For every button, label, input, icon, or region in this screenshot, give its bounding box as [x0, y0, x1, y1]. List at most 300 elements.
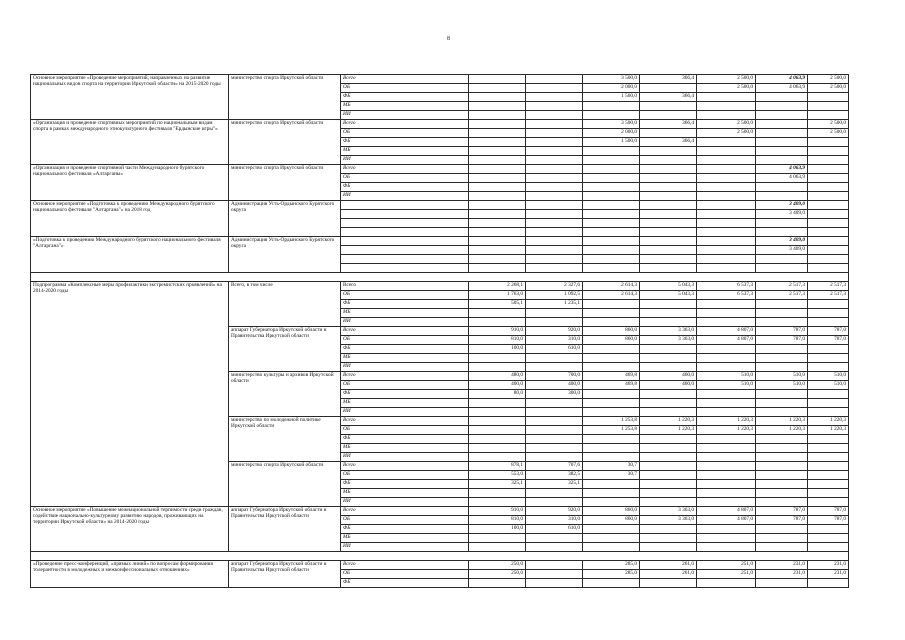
value-cell: [526, 102, 583, 111]
value-cell: 505,1: [469, 300, 526, 309]
value-cell: 469,8: [583, 381, 640, 390]
value-cell: 400,0: [526, 381, 583, 390]
value-cell: 366,4: [640, 138, 697, 147]
funding-source: ФБ: [341, 300, 469, 309]
value-cell: [640, 255, 697, 264]
value-cell: [640, 102, 697, 111]
value-cell: [640, 210, 697, 219]
value-cell: [526, 444, 583, 453]
value-cell: [469, 399, 526, 408]
value-cell: [697, 246, 756, 255]
value-cell: [469, 129, 526, 138]
value-cell: [469, 120, 526, 129]
value-cell: [756, 156, 808, 165]
value-cell: [697, 408, 756, 417]
value-cell: [808, 138, 849, 147]
value-cell: 80,0: [469, 390, 526, 399]
value-cell: [640, 192, 697, 201]
value-cell: [756, 264, 808, 273]
value-cell: [697, 300, 756, 309]
value-cell: [640, 471, 697, 480]
value-cell: 3 500,0: [583, 75, 640, 84]
funding-source: МБ: [341, 354, 469, 363]
value-cell: [756, 390, 808, 399]
funding-source: МБ: [341, 444, 469, 453]
value-cell: [583, 300, 640, 309]
value-cell: [469, 534, 526, 543]
value-cell: [526, 201, 583, 210]
value-cell: 3 409,0: [756, 237, 808, 246]
value-cell: [469, 138, 526, 147]
value-cell: [697, 102, 756, 111]
value-cell: [640, 219, 697, 228]
value-cell: [526, 579, 583, 588]
funding-source: ОБ: [341, 471, 469, 480]
value-cell: [756, 219, 808, 228]
value-cell: [756, 228, 808, 237]
value-cell: [808, 579, 849, 588]
value-cell: 310,0: [526, 516, 583, 525]
table-row: [31, 561, 849, 570]
funding-source: ИИ: [341, 498, 469, 507]
value-cell: [583, 255, 640, 264]
funding-source: МБ: [341, 534, 469, 543]
value-cell: [583, 390, 640, 399]
value-cell: 366,4: [640, 120, 697, 129]
value-cell: 860,0: [583, 507, 640, 516]
value-cell: [526, 246, 583, 255]
value-cell: 2 614,3: [583, 291, 640, 300]
value-cell: [808, 489, 849, 498]
value-cell: [808, 219, 849, 228]
value-cell: [697, 192, 756, 201]
value-cell: 3 500,0: [583, 120, 640, 129]
value-cell: 400,0: [469, 381, 526, 390]
value-cell: [697, 390, 756, 399]
value-cell: 6 537,3: [697, 291, 756, 300]
measure-name: «Организация и проведение спортивной части Международного бурятского национального фестиваля «Алтарганы»: [31, 165, 229, 201]
value-cell: [526, 174, 583, 183]
value-cell: [583, 543, 640, 552]
value-cell: [469, 75, 526, 84]
value-cell: [808, 192, 849, 201]
value-cell: [469, 237, 526, 246]
value-cell: [583, 210, 640, 219]
value-cell: [469, 408, 526, 417]
value-cell: [808, 237, 849, 246]
value-cell: 2 517,3: [808, 291, 849, 300]
value-cell: 510,0: [808, 372, 849, 381]
value-cell: [640, 444, 697, 453]
value-cell: [583, 408, 640, 417]
value-cell: [697, 435, 756, 444]
value-cell: [697, 354, 756, 363]
value-cell: 1 220,3: [640, 417, 697, 426]
value-cell: [469, 93, 526, 102]
value-cell: [640, 480, 697, 489]
funding-source: [341, 210, 469, 219]
value-cell: [756, 255, 808, 264]
value-cell: [640, 309, 697, 318]
value-cell: 480,0: [469, 372, 526, 381]
value-cell: [697, 219, 756, 228]
value-cell: [808, 534, 849, 543]
value-cell: [756, 525, 808, 534]
value-cell: 510,0: [697, 372, 756, 381]
value-cell: 810,0: [469, 516, 526, 525]
value-cell: [583, 201, 640, 210]
value-cell: 231,0: [756, 570, 808, 579]
value-cell: [526, 192, 583, 201]
value-cell: [640, 354, 697, 363]
value-cell: [808, 183, 849, 192]
value-cell: 2 614,3: [583, 282, 640, 291]
value-cell: [526, 570, 583, 579]
value-cell: [756, 579, 808, 588]
value-cell: [640, 228, 697, 237]
value-cell: [469, 453, 526, 462]
value-cell: [640, 363, 697, 372]
funding-source: ИИ: [341, 453, 469, 462]
value-cell: [756, 363, 808, 372]
value-cell: [526, 354, 583, 363]
value-cell: [697, 147, 756, 156]
value-cell: [808, 444, 849, 453]
funding-source: МБ: [341, 309, 469, 318]
value-cell: [756, 102, 808, 111]
value-cell: 2 000,0: [583, 129, 640, 138]
measure-name: Основное мероприятие «Проведение мероприятий, направленных на развитие национальных видов спорта на территории Иркутской области» на 2015-2020 годы: [31, 75, 229, 120]
funding-source: Всего: [341, 462, 469, 471]
value-cell: [640, 408, 697, 417]
value-cell: [697, 453, 756, 462]
value-cell: [697, 183, 756, 192]
funding-source: МБ: [341, 489, 469, 498]
measure-name: Основное мероприятие «Подготовка к проведению Международного бурятского национального фестиваля "Алтаргана"» на 2018 год: [31, 201, 229, 237]
value-cell: 2 500,0: [697, 120, 756, 129]
value-cell: [756, 480, 808, 489]
funding-source: [341, 255, 469, 264]
value-cell: [756, 111, 808, 120]
value-cell: 4 063,9: [756, 165, 808, 174]
value-cell: [583, 435, 640, 444]
value-cell: [756, 300, 808, 309]
value-cell: 610,0: [526, 525, 583, 534]
value-cell: [526, 255, 583, 264]
value-cell: 860,0: [583, 516, 640, 525]
funding-source: ФБ: [341, 435, 469, 444]
value-cell: 700,0: [526, 372, 583, 381]
funding-source: [341, 237, 469, 246]
value-cell: [469, 498, 526, 507]
value-cell: [640, 543, 697, 552]
value-cell: [808, 246, 849, 255]
value-cell: [526, 219, 583, 228]
value-cell: 787,0: [756, 327, 808, 336]
value-cell: 810,0: [469, 336, 526, 345]
table-body: [31, 75, 849, 588]
value-cell: [583, 264, 640, 273]
value-cell: [640, 201, 697, 210]
value-cell: [469, 210, 526, 219]
value-cell: 250,0: [469, 570, 526, 579]
executor-name: аппарат Губернатора Иркутской области и Правительства Иркутской области: [229, 327, 341, 372]
value-cell: 3 409,0: [756, 201, 808, 210]
funding-source: ИИ: [341, 192, 469, 201]
funding-source: Всего: [341, 165, 469, 174]
value-cell: 6 537,3: [697, 282, 756, 291]
value-cell: [640, 147, 697, 156]
value-cell: [469, 174, 526, 183]
value-cell: [756, 489, 808, 498]
funding-source: ФБ: [341, 345, 469, 354]
value-cell: 2 500,0: [808, 84, 849, 93]
value-cell: [640, 390, 697, 399]
value-cell: 1 220,3: [697, 417, 756, 426]
measure-name: «Проведение пресс-конференций, «прямых линий» по вопросам формирования толерантности в молодежных и межконфессиональных отношениях»: [31, 561, 229, 588]
value-cell: [526, 156, 583, 165]
value-cell: [756, 120, 808, 129]
executor-name: министерство спорта Иркутской области: [229, 120, 341, 165]
value-cell: [583, 345, 640, 354]
value-cell: [469, 201, 526, 210]
value-cell: [697, 201, 756, 210]
funding-source: МБ: [341, 399, 469, 408]
value-cell: [756, 444, 808, 453]
value-cell: [808, 345, 849, 354]
value-cell: [808, 498, 849, 507]
value-cell: [640, 165, 697, 174]
value-cell: [583, 192, 640, 201]
value-cell: [469, 417, 526, 426]
funding-source: ОБ: [341, 570, 469, 579]
value-cell: 920,0: [526, 507, 583, 516]
funding-source: ОБ: [341, 129, 469, 138]
value-cell: 3 409,0: [756, 246, 808, 255]
value-cell: 3 409,0: [756, 210, 808, 219]
value-cell: 1 220,3: [756, 426, 808, 435]
value-cell: [526, 228, 583, 237]
value-cell: [583, 165, 640, 174]
value-cell: 787,0: [808, 507, 849, 516]
value-cell: 510,0: [697, 381, 756, 390]
value-cell: [640, 174, 697, 183]
value-cell: 1 092,5: [526, 291, 583, 300]
value-cell: 2 500,0: [808, 120, 849, 129]
value-cell: [808, 471, 849, 480]
value-cell: [697, 93, 756, 102]
value-cell: [808, 111, 849, 120]
value-cell: [526, 93, 583, 102]
value-cell: [526, 408, 583, 417]
executor-name: Всего, в том числе: [229, 282, 341, 327]
value-cell: 920,0: [526, 327, 583, 336]
funding-source: ОБ: [341, 516, 469, 525]
value-cell: 3 363,0: [640, 327, 697, 336]
value-cell: 1 253,8: [583, 426, 640, 435]
table-row: [31, 75, 849, 84]
funding-source: ФБ: [341, 183, 469, 192]
value-cell: [469, 489, 526, 498]
value-cell: 4 807,0: [697, 507, 756, 516]
value-cell: 787,0: [756, 516, 808, 525]
value-cell: [469, 579, 526, 588]
value-cell: 510,0: [756, 372, 808, 381]
value-cell: [469, 354, 526, 363]
funding-source: ИИ: [341, 363, 469, 372]
value-cell: 366,4: [640, 75, 697, 84]
table-row: [31, 282, 849, 291]
value-cell: 787,0: [808, 516, 849, 525]
funding-source: ОБ: [341, 291, 469, 300]
value-cell: [583, 363, 640, 372]
value-cell: 4 807,0: [697, 327, 756, 336]
value-cell: [756, 309, 808, 318]
value-cell: [697, 318, 756, 327]
value-cell: [640, 534, 697, 543]
value-cell: [640, 435, 697, 444]
value-cell: [583, 318, 640, 327]
executor-name: министерство культуры и архивов Иркутской области: [229, 372, 341, 417]
value-cell: 1 220,3: [808, 417, 849, 426]
value-cell: 610,0: [526, 345, 583, 354]
spacer-cell: [31, 552, 849, 561]
value-cell: [526, 237, 583, 246]
value-cell: [526, 561, 583, 570]
value-cell: [756, 318, 808, 327]
value-cell: [526, 264, 583, 273]
funding-source: ОБ: [341, 336, 469, 345]
funding-source: ОБ: [341, 84, 469, 93]
value-cell: [640, 237, 697, 246]
value-cell: [756, 354, 808, 363]
funding-source: ФБ: [341, 579, 469, 588]
value-cell: 1 235,1: [526, 300, 583, 309]
value-cell: [640, 300, 697, 309]
value-cell: [697, 210, 756, 219]
value-cell: [526, 111, 583, 120]
value-cell: [526, 120, 583, 129]
value-cell: 4 807,0: [697, 336, 756, 345]
value-cell: 2 000,0: [583, 84, 640, 93]
value-cell: [469, 147, 526, 156]
executor-name: аппарат Губернатора Иркутской области и Правительства Иркутской области: [229, 561, 341, 588]
value-cell: 5 043,3: [640, 282, 697, 291]
value-cell: [640, 156, 697, 165]
value-cell: [756, 471, 808, 480]
value-cell: 231,0: [808, 570, 849, 579]
value-cell: [640, 462, 697, 471]
value-cell: [697, 165, 756, 174]
value-cell: [756, 147, 808, 156]
value-cell: [756, 399, 808, 408]
value-cell: [808, 174, 849, 183]
funding-source: [341, 228, 469, 237]
value-cell: 4 063,9: [756, 75, 808, 84]
value-cell: 878,1: [469, 462, 526, 471]
value-cell: 4 063,9: [756, 174, 808, 183]
value-cell: [697, 480, 756, 489]
funding-source: Всего: [341, 507, 469, 516]
value-cell: 910,0: [469, 327, 526, 336]
value-cell: 1 763,0: [469, 291, 526, 300]
budget-table: [30, 74, 849, 588]
funding-source: ФБ: [341, 138, 469, 147]
value-cell: [640, 498, 697, 507]
value-cell: [697, 363, 756, 372]
value-cell: [808, 390, 849, 399]
table-row: [31, 507, 849, 516]
value-cell: [583, 147, 640, 156]
value-cell: 787,0: [808, 327, 849, 336]
value-cell: [526, 435, 583, 444]
value-cell: 325,1: [526, 480, 583, 489]
value-cell: [756, 543, 808, 552]
value-cell: [469, 543, 526, 552]
value-cell: [526, 543, 583, 552]
value-cell: [756, 345, 808, 354]
value-cell: [583, 174, 640, 183]
value-cell: [808, 399, 849, 408]
value-cell: [640, 264, 697, 273]
funding-source: Всего: [341, 75, 469, 84]
value-cell: 860,0: [583, 327, 640, 336]
value-cell: [526, 498, 583, 507]
value-cell: [526, 138, 583, 147]
value-cell: [526, 534, 583, 543]
value-cell: 1 253,8: [583, 417, 640, 426]
value-cell: [697, 264, 756, 273]
spacer-cell: [31, 273, 849, 282]
value-cell: [808, 453, 849, 462]
value-cell: 787,0: [756, 336, 808, 345]
value-cell: 510,0: [756, 381, 808, 390]
value-cell: [526, 426, 583, 435]
value-cell: [756, 462, 808, 471]
value-cell: [756, 498, 808, 507]
value-cell: [697, 471, 756, 480]
executor-name: аппарат Губернатора Иркутской области и Правительства Иркутской области: [229, 507, 341, 552]
value-cell: [697, 255, 756, 264]
value-cell: [808, 462, 849, 471]
measure-name: Основное мероприятие «Повышение межнациональной терпимости среди граждан, содействие национально-культурному развитию народов, проживающих на территории Иркутской области» на 2014-2020 годы: [31, 507, 229, 552]
value-cell: [697, 489, 756, 498]
value-cell: [583, 237, 640, 246]
value-cell: [469, 264, 526, 273]
value-cell: 100,0: [469, 345, 526, 354]
value-cell: 787,0: [808, 336, 849, 345]
value-cell: 231,0: [756, 561, 808, 570]
value-cell: 1 220,3: [697, 426, 756, 435]
measure-name: Подпрограмма «Комплексные меры профилактики экстремистских проявлений» на 2014-2020 годы: [31, 282, 229, 507]
value-cell: [469, 84, 526, 93]
value-cell: [808, 300, 849, 309]
value-cell: [697, 444, 756, 453]
value-cell: [469, 363, 526, 372]
value-cell: 2 500,0: [808, 129, 849, 138]
value-cell: [808, 408, 849, 417]
value-cell: [640, 183, 697, 192]
value-cell: [526, 453, 583, 462]
value-cell: [469, 183, 526, 192]
executor-name: Администрация Усть-Ордынского Бурятского округа: [229, 201, 341, 237]
executor-name: министерство спорта Иркутской области: [229, 462, 341, 507]
value-cell: 2 517,3: [756, 291, 808, 300]
funding-source: ФБ: [341, 390, 469, 399]
value-cell: 5 043,3: [640, 291, 697, 300]
value-cell: [697, 174, 756, 183]
value-cell: 3 363,0: [640, 336, 697, 345]
